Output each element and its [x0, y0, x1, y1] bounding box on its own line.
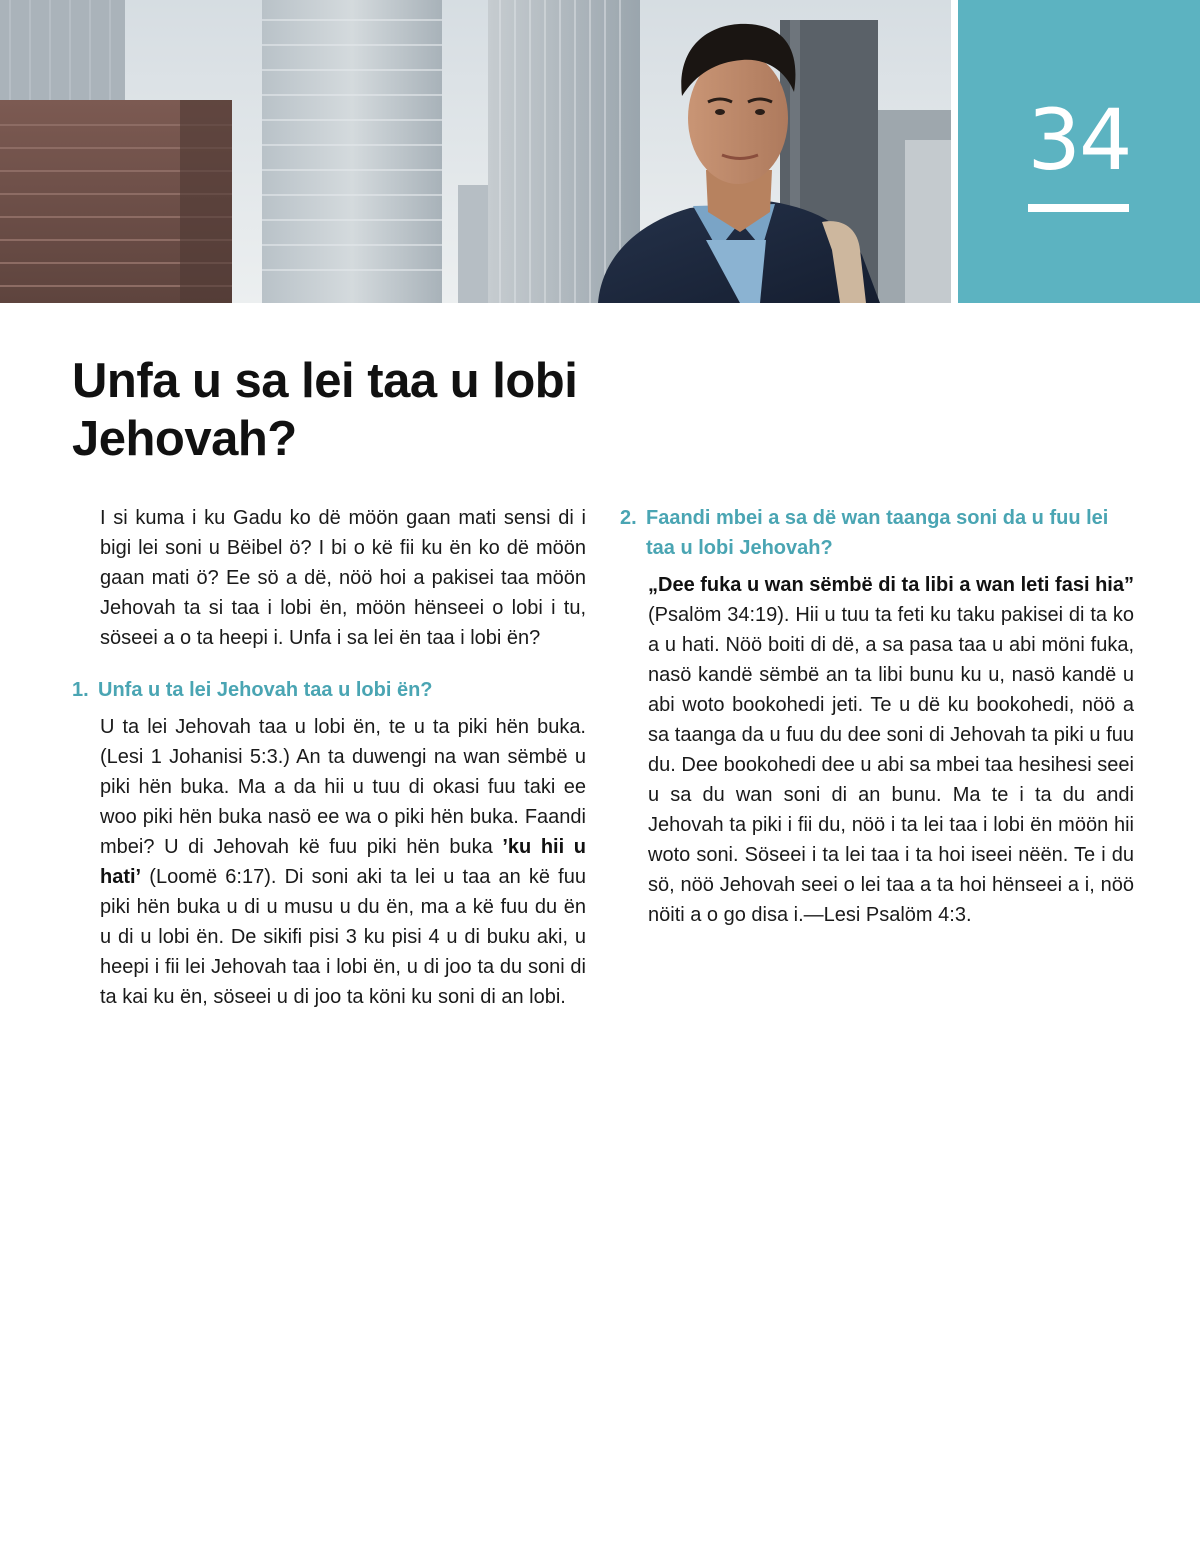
section-1-question-text: Unfa u ta lei Jehovah taa u lobi ën?: [98, 679, 433, 701]
section-1-number: 1.: [72, 679, 89, 701]
right-column: [620, 503, 1134, 930]
section-2: [620, 503, 1134, 930]
section-2-question: [620, 503, 1134, 563]
section-1-question: [72, 675, 586, 705]
scripture-quote: „Dee fuka u wan sëmbë di ta libi a wan leti fasi hia”: [648, 574, 1134, 596]
section-2-number: 2.: [620, 507, 637, 529]
page-title: Unfa u sa lei taa u lobi Jehovah?: [72, 354, 578, 466]
city-skyline-image: [0, 0, 951, 303]
left-column: [72, 503, 586, 1012]
header-photo: [0, 0, 951, 303]
section-1-text-after: (Loomë 6:17). Di soni aki ta lei u taa an kë fuu piki hën buka u di u musu u du ën, ma a kë fuu du ën u di u lobi ën. De sikifi pisi 3 ku pisi 4 u di buku aki, u heepi i fii lei Jehovah taa i lobi ën, u di joo ta du soni di ta kai ku ën, söseei u di joo ta köni ku soni di an lobi.: [100, 866, 586, 1008]
lesson-number-panel: [958, 0, 1200, 303]
lesson-number: 34: [1027, 91, 1131, 189]
intro-paragraph: I si kuma i ku Gadu ko dë möön gaan mati sensi di i bigi lei soni u Bëibel ö? I bi o kë fii ku ën ko dë möön gaan mati ö? Ee sö a dë, nöö hoi a pakisei taa möön Jehovah ta si taa i lobi ën, möön hënseei o lobi i tu, söseei a o ta heepi i. Unfa i sa lei ën taa i lobi ën?: [100, 507, 586, 649]
section-1-answer: [100, 712, 586, 1012]
section-2-answer: [648, 570, 1134, 930]
scripture-quote: ’ku hii u hati’: [100, 836, 587, 888]
section-1: [72, 675, 586, 1012]
section-2-text-after: (Psalöm 34:19). Hii u tuu ta feti ku taku pakisei di ta ko a u hati. Nöö boiti di dë, a sa pasa taa u abi möni fuka, nasö kandë sëmbë an ta libi bunu ku u, nasö kandë u abi woto bookohedi jeti. Te u dë ku bookohedi, nöö a sa taanga da u fuu du dee soni di Jehovah ta piki u fuu du. Dee bookohedi dee u abi sa mbei taa hesihesi seei u sa du wan soni di an bunu. Ma te i ta du andi Jehovah ta piki i fii du, nöö i ta lei taa i lobi ën möön hii woto soni. Söseei i ta lei taa i ta hoi iseei nëën. Te i du sö, nöö Jehovah seei o lei taa a ta hoi hënseei a i, nöö nöiti a o go disa i.—Lesi Psalöm 4:3.: [648, 604, 1134, 926]
lesson-number-underline: [1028, 204, 1129, 212]
section-2-question-text: Faandi mbei a sa dë wan taanga soni da u fuu lei taa u lobi Jehovah?: [646, 507, 1109, 559]
section-1-text-before: U ta lei Jehovah taa u lobi ën, te u ta piki hën buka. (Lesi 1 Johanisi 5:3.) An ta duwengi na wan sëmbë u piki hën buka. Ma a da hii u tuu di okasi fuu taki ee woo piki hën buka nasö ee wa o piki hën buka. Faandi mbei? U di Jehovah kë fuu piki hën buka: [100, 716, 586, 858]
